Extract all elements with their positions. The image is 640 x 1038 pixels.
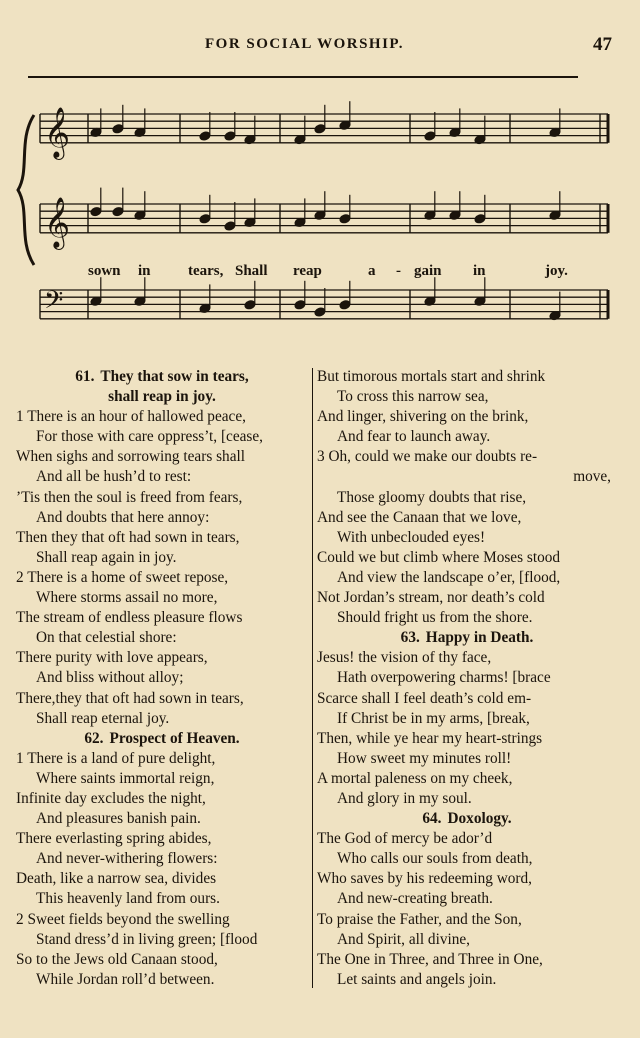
hymn-heading <box>16 729 308 749</box>
verse-line: For those with care oppress’t, [cease, <box>36 428 263 446</box>
verse-line: 2 Sweet fields beyond the swelling <box>16 910 230 928</box>
verse-line: Stand dress’d in living green; [flood <box>36 930 258 948</box>
lyric-syllable: - <box>396 263 401 279</box>
lyric-syllable: a <box>368 263 376 279</box>
lyric-syllable: in <box>138 263 151 279</box>
verse-line: Scarce shall I feel death’s cold em- <box>317 689 532 707</box>
verse-line: ’Tis then the soul is freed from fears, <box>16 488 243 506</box>
verse-line: And view the landscape o’er, [flood, <box>337 568 561 586</box>
head-rule <box>28 76 578 78</box>
hymn-title: Doxology. <box>447 810 512 828</box>
verse-line: Hath overpowering charms! [brace <box>337 669 551 687</box>
verse-line: 1 There is an hour of hallowed peace, <box>16 408 246 426</box>
lyric-syllable: sown <box>88 263 121 279</box>
verse-line: The One in Three, and Three in One, <box>317 950 543 968</box>
lyric-syllable: in <box>473 263 486 279</box>
lyric-line <box>0 263 640 283</box>
verse-line: Who calls our souls from death, <box>337 850 533 868</box>
verse-line: On that celestial shore: <box>36 629 177 647</box>
lyric-syllable: Shall <box>235 263 268 279</box>
verse-line: Death, like a narrow sea, divides <box>16 870 217 888</box>
lyric-syllable: joy. <box>545 263 568 279</box>
hymn-number: 62. <box>84 729 104 747</box>
verse-line: Not Jordan’s stream, nor death’s cold <box>317 589 545 607</box>
verse-line: And never-withering flowers: <box>36 850 218 868</box>
verse-line: And see the Canaan that we love, <box>317 508 522 526</box>
left-column <box>16 367 308 990</box>
hymn-heading <box>317 809 617 829</box>
hymn-title: Happy in Death. <box>425 629 534 647</box>
page-number: 47 <box>593 34 612 55</box>
verse-line: There everlasting spring abides, <box>16 830 212 848</box>
verse-line: There purity with love appears, <box>16 649 208 667</box>
verse-line: When sighs and sorrowing tears shall <box>16 448 245 466</box>
lyric-syllable: gain <box>414 263 442 279</box>
verse-line: Then they that oft had sown in tears, <box>16 528 240 546</box>
lyric-syllable: reap <box>293 263 322 279</box>
verse-line: And all be hush’d to rest: <box>36 468 192 486</box>
verse-line: The God of mercy be ador’d <box>317 830 493 848</box>
verse-line: But timorous mortals start and shrink <box>317 368 546 385</box>
verse-line: And fear to launch away. <box>337 428 491 446</box>
running-title: FOR SOCIAL WORSHIP. <box>205 36 404 52</box>
verse-line: Shall reap again in joy. <box>36 548 177 566</box>
verse-line: If Christ be in my arms, [break, <box>337 709 530 727</box>
hymn-heading <box>317 628 617 648</box>
verse-line: There,they that oft had sown in tears, <box>16 689 244 707</box>
hymn-number: 61. <box>75 368 95 385</box>
hymn-heading <box>16 367 308 387</box>
verse-line-turnover: move, <box>573 468 611 486</box>
verse-line: Shall reap eternal joy. <box>36 709 170 727</box>
verse-line: Should fright us from the shore. <box>337 609 533 627</box>
verse-line: So to the Jews old Canaan stood, <box>16 950 218 968</box>
treble-clef-icon: 𝄞 <box>44 106 71 158</box>
verse-line: To praise the Father, and the Son, <box>317 910 522 928</box>
verse-line: This heavenly land from ours. <box>36 890 220 908</box>
verse-line: And glory in my soul. <box>337 789 472 807</box>
hymn-number: 63. <box>400 629 420 647</box>
verse-line: 1 There is a land of pure delight, <box>16 749 216 767</box>
verse-line: Could we but climb where Moses stood <box>317 548 561 566</box>
running-head <box>0 36 640 58</box>
verse-line: 3 Oh, could we make our doubts re- <box>317 448 538 466</box>
system-brace <box>18 115 34 265</box>
verse-line: Infinite day excludes the night, <box>16 789 206 807</box>
verse-line: Then, while ye hear my heart-strings <box>317 729 543 747</box>
hymn-heading: shall reap in joy. <box>108 388 216 406</box>
verse-line: Those gloomy doubts that rise, <box>337 488 527 506</box>
bass-clef-icon: 𝄢 <box>44 285 64 321</box>
verse-line: Where storms assail no more, <box>36 589 218 607</box>
verse-line: And linger, shivering on the brink, <box>317 408 529 426</box>
verse-line: A mortal paleness on my cheek, <box>317 769 513 787</box>
verse-line: The stream of endless pleasure flows <box>16 609 243 627</box>
treble-clef-icon: 𝄞 <box>44 196 71 248</box>
verse-line: And pleasures banish pain. <box>36 810 201 828</box>
verse-line: 2 There is a home of sweet repose, <box>16 568 229 586</box>
verse-line: And bliss without alloy; <box>36 669 184 687</box>
column-divider <box>312 368 313 988</box>
verse-line: How sweet my minutes roll! <box>337 749 512 767</box>
lyric-syllable: tears, <box>188 263 224 279</box>
verse-line: And Spirit, all divine, <box>337 930 470 948</box>
music-score <box>0 100 640 360</box>
hymn-number: 64. <box>422 810 442 828</box>
clefs <box>44 107 70 321</box>
verse-line: Where saints immortal reign, <box>36 769 215 787</box>
verse-line: While Jordan roll’d between. <box>36 970 215 988</box>
verse-line: Jesus! the vision of thy face, <box>317 649 492 667</box>
verse-line: Let saints and angels join. <box>337 970 497 988</box>
verse-line: Who saves by his redeeming word, <box>317 870 532 888</box>
right-column <box>317 367 617 990</box>
verse-line: To cross this narrow sea, <box>337 388 489 406</box>
verse-line: With unbeclouded eyes! <box>337 528 486 546</box>
verse-line: And doubts that here annoy: <box>36 508 210 526</box>
hymn-title: Prospect of Heaven. <box>109 729 240 747</box>
verse-line: And new-creating breath. <box>337 890 493 908</box>
hymn-title: They that sow in tears, <box>100 368 249 385</box>
